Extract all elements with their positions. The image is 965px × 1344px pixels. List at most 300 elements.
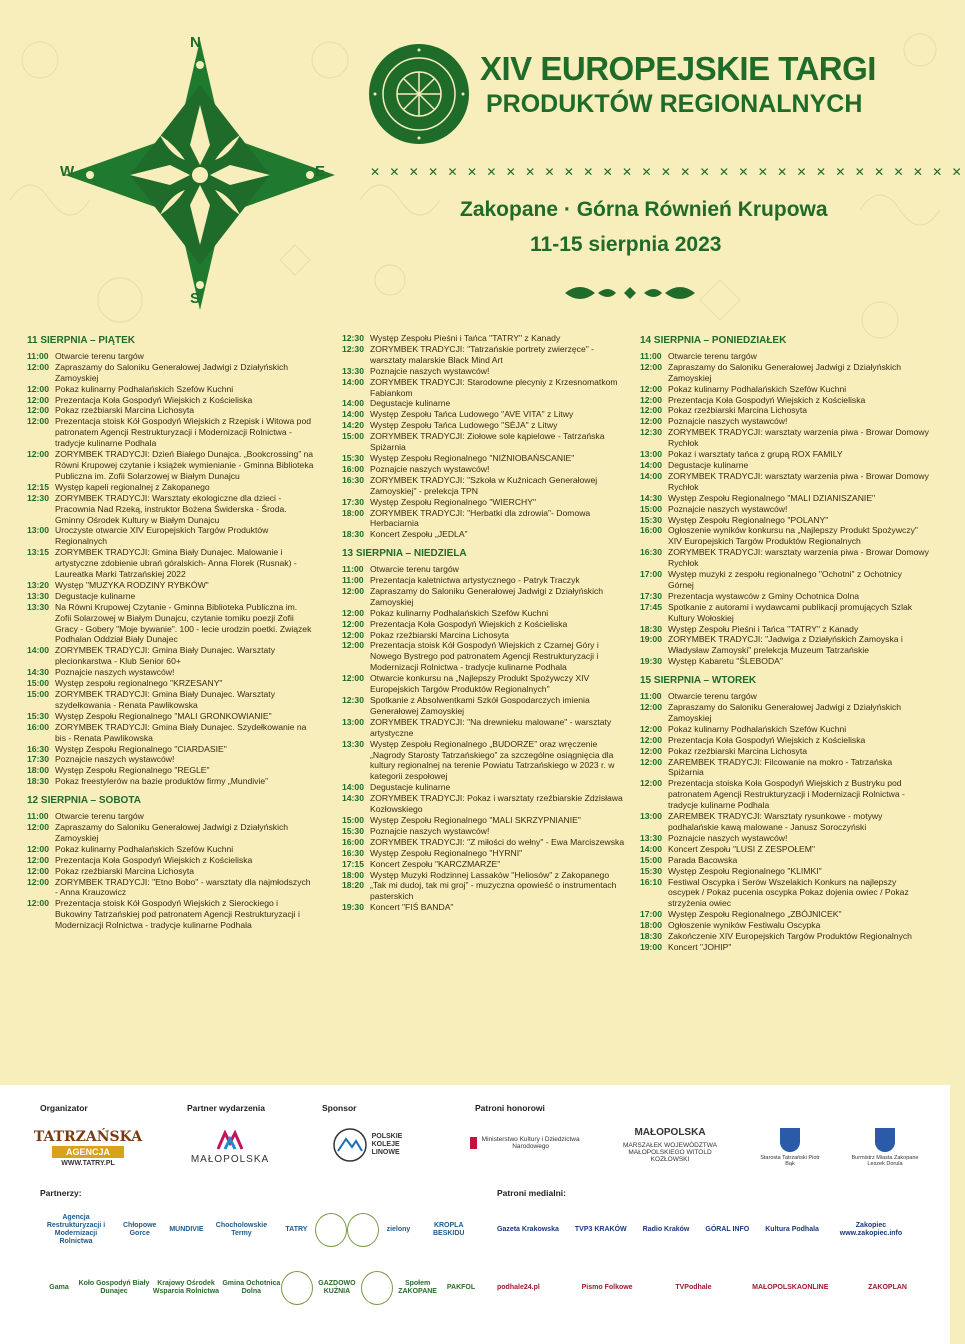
event-time: 13:20 — [27, 579, 49, 590]
event-description: Ogłoszenie wyników Festiwalu Oscypka — [668, 920, 821, 931]
event-time: 14:00 — [342, 398, 364, 409]
event-time: 14:00 — [342, 409, 364, 420]
event-description: Prezentacja Koła Gospodyń Wiejskich z Kościeliska — [668, 394, 866, 405]
event-time: 14:30 — [27, 667, 49, 678]
event-time: 17:00 — [640, 909, 662, 920]
schedule-item — [342, 529, 632, 540]
event-time: 17:30 — [27, 754, 49, 765]
event-description: Festiwal Oscypka i Serów Wszelakich Konkurs na najlepszy oscypek / Pokaz pucenia oscypka Pokaz dojenia owiec / Pokaz strzyżenia owiec — [668, 876, 909, 909]
partners-row-2 — [40, 1268, 480, 1308]
event-time: 19:00 — [640, 941, 662, 952]
event-description: Poznajcie naszych wystawców! — [668, 503, 788, 514]
event-description: Prezentacja Koła Gospodyń Wiejskich z Kościeliska — [55, 854, 253, 865]
event-description: ZORYMBEK TRADYCJI: Pokaz i warsztaty rzeźbiarskie Zdzisława Kozłowskiego — [370, 793, 623, 815]
event-description: Pokaz rzeźbiarski Marcina Lichosyta — [668, 745, 807, 756]
event-time: 13:00 — [640, 449, 662, 460]
event-time: 12:15 — [27, 481, 49, 492]
event-time: 12:00 — [640, 394, 662, 405]
event-time: 13:30 — [342, 365, 364, 376]
event-description: Degustacje kulinarne — [370, 782, 451, 793]
schedule-item — [640, 634, 930, 656]
media-row-1 — [497, 1210, 907, 1250]
event-description: Występ Zespołu Tańca Ludowego "AVE VITA" z Litwy — [370, 409, 574, 420]
compass-w: W — [60, 163, 75, 180]
coat-of-arms-icon — [875, 1128, 895, 1152]
decorative-stars: ✕ ✕ ✕ ✕ ✕ ✕ ✕ ✕ ✕ ✕ ✕ ✕ ✕ ✕ ✕ ✕ ✕ ✕ ✕ ✕ ✕ ✕ ✕ ✕ ✕ ✕ ✕ ✕ ✕ ✕ ✕ — [370, 165, 965, 179]
schedule-item — [640, 405, 930, 416]
schedule-item — [342, 453, 632, 464]
schedule-item — [640, 395, 930, 406]
event-time: 18:00 — [27, 765, 49, 776]
schedule-item — [342, 431, 632, 453]
schedule-item — [342, 366, 632, 377]
schedule-item — [342, 848, 632, 859]
schedule-item — [640, 746, 930, 757]
event-time: 18:00 — [342, 869, 364, 880]
event-description: ZORYMBEK TRADYCJI: "Jadwiga z Działyńskich Zamoyska i Władysław Zamoyski" prelekcja Muzeum Tatrzańskie — [668, 634, 903, 656]
event-time: 16:30 — [640, 547, 662, 558]
event-time: 12:00 — [342, 673, 364, 684]
event-description: Koncert Zespołu "LUSI Z ZESPOŁEM" — [668, 843, 815, 854]
event-time: 14:00 — [640, 470, 662, 481]
schedule-item — [27, 844, 315, 855]
event-description: ZORYMBEK TRADYCJI: warsztaty warzenia piwa - Browar Domowy Rychłok — [668, 427, 929, 449]
partner-logo: Gmina Ochotnica Dolna — [222, 1280, 281, 1295]
event-time: 12:00 — [27, 898, 49, 909]
event-time: 11:00 — [27, 811, 49, 822]
schedule-item — [342, 880, 632, 902]
schedule-item — [342, 475, 632, 497]
event-time: 14:30 — [640, 492, 662, 503]
schedule-item — [342, 870, 632, 881]
event-time: 15:30 — [27, 710, 49, 721]
event-time: 12:00 — [640, 756, 662, 767]
event-description: Występ Zespołu Regionalnego "HYRNI" — [370, 847, 523, 858]
event-description: Występ muzyki z zespołu regionalnego "Ochotni" z Ochotnicy Górnej — [668, 569, 902, 590]
event-time: 15:00 — [27, 678, 49, 689]
event-time: 11:00 — [640, 350, 662, 361]
schedule-item — [27, 822, 315, 844]
schedule-item — [27, 362, 315, 384]
tatrzanska-agencja-logo: TATRZAŃSKA AGENCJA WWW.TATRY.PL — [33, 1129, 143, 1167]
event-dates: 11-15 sierpnia 2023 — [530, 233, 722, 256]
schedule-item — [640, 866, 930, 877]
partner-logo: TATRY — [285, 1226, 308, 1233]
schedule-item — [27, 591, 315, 602]
schedule-item — [27, 449, 315, 482]
event-time: 19:30 — [640, 656, 662, 667]
event-time: 12:00 — [640, 702, 662, 712]
event-description: Prezentacja Koła Gospodyń Wiejskich z Kościeliska — [55, 394, 253, 405]
schedule-item — [640, 427, 930, 449]
compass-n: N — [190, 34, 201, 51]
event-time: 14:00 — [27, 645, 49, 656]
schedule-item — [640, 877, 930, 910]
partner-logo: Agencja Restrukturyzacji i Modernizacji Rolnictwa — [46, 1214, 106, 1245]
event-description: Pokaz kulinarny Podhalańskich Szefów Kuchni — [370, 607, 549, 618]
schedule-item — [27, 678, 315, 689]
event-description: Zakończenie XIV Europejskich Targów Produktów Regionalnych — [668, 931, 912, 942]
schedule-item — [640, 362, 930, 384]
marshal-logo: MAŁOPOLSKA MARSZAŁEK WOJEWÓDZTWA MAŁOPOLSKIEGO WITOLD KOZŁOWSKI — [622, 1127, 717, 1163]
event-time: 12:00 — [27, 865, 49, 876]
event-description: Otwarcie terenu targów — [55, 350, 144, 361]
event-time: 19:00 — [640, 634, 662, 645]
event-time: 12:00 — [27, 449, 49, 460]
event-description: ZORYMBEK TRADYCJI: "Tatrzańskie portrety zwierzęce" - warsztaty malarskie Black Mind Art — [370, 343, 595, 365]
schedule-item — [640, 591, 930, 602]
event-description: Występ zespołu regionalnego "KRZESANY" — [55, 678, 223, 689]
event-description: Pokaz rzeźbiarski Marcina Lichosyta — [370, 629, 509, 640]
event-time: 15:30 — [640, 865, 662, 876]
event-description: ZORYMBEK TRADYCJI: "Etno Bobo" - warsztaty dla najmłodszych - Anna Krauzowicz — [55, 876, 311, 898]
schedule-item — [640, 504, 930, 515]
event-time: 18:20 — [342, 880, 364, 891]
schedule-item — [342, 564, 632, 575]
schedule-item — [342, 782, 632, 793]
event-time: 15:30 — [342, 825, 364, 836]
event-description: Występ Zespołu Pieśni i Tańca "TATRY" z Kanady — [370, 333, 561, 343]
schedule-item — [27, 898, 315, 931]
sponsors-footer — [0, 1085, 950, 1344]
event-time: 12:00 — [27, 843, 49, 854]
event-time: 14:20 — [342, 420, 364, 431]
event-time: 12:00 — [342, 618, 364, 629]
event-description: ZORYMBEK TRADYCJI: Dzień Białego Dunajca. „Bookcrossing” na Równi Krupowej czytanie i książek wymienianie - Gminna Biblioteka Publiczna im. Zofii Solarzowej w Białym Dunajcu — [55, 449, 314, 481]
event-description: Pokaz freestylerów na bazie produktów firmy „Mundivie” — [55, 776, 269, 787]
event-time: 12:00 — [342, 629, 364, 640]
event-description: Występ Zespołu Regionalnego "REGLE" — [55, 765, 210, 776]
event-description: Otwarcie terenu targów — [668, 350, 757, 361]
day-heading: 12 SIERPNIA – SOBOTA — [27, 795, 141, 807]
event-time: 11:00 — [342, 564, 364, 575]
event-description: Uroczyste otwarcie XIV Europejskich Targów Produktów Regionalnych — [55, 525, 269, 547]
compass-e: E — [315, 163, 326, 180]
event-time: 12:30 — [640, 427, 662, 438]
partner-logo: PAKFOL — [446, 1284, 476, 1291]
event-description: Ogłoszenie wyników konkursu na „Najlepszy Produkt Spożywczy" XIV Europejskich Targów Produktów Regionalnych — [668, 525, 918, 547]
event-description: Poznajcie naszych wystawców! — [55, 667, 175, 678]
partner-logo: Kultura Podhala — [765, 1226, 819, 1233]
event-time: 12:00 — [27, 876, 49, 887]
partner-logo: Krajowy Ośrodek Wsparcia Rolnictwa — [152, 1280, 220, 1295]
title-line-2: PRODUKTÓW REGIONALNYCH — [486, 90, 863, 118]
schedule-item — [27, 877, 315, 899]
media-row-2 — [497, 1268, 907, 1308]
schedule-item — [640, 351, 930, 362]
event-time: 16:00 — [342, 836, 364, 847]
partner-logo: Gama — [49, 1284, 69, 1291]
event-description: Prezentacja stoiska Koła Gospodyń Wiejskich z Bustryku pod patronatem Agencji Restrukturyzacji i Modernizacji Rolnictwa - tradycje kulinarne Podhala — [668, 778, 905, 811]
event-description: Występ Zespołu Regionalnego "KLIMKI" — [668, 865, 822, 876]
event-time: 16:30 — [342, 474, 364, 485]
malopolska-partner-logo: MAŁOPOLSKA — [185, 1123, 275, 1171]
schedule-item — [342, 420, 632, 431]
schedule-item — [640, 515, 930, 526]
schedule-item — [640, 602, 930, 624]
event-time: 18:00 — [640, 920, 662, 931]
partner-logo — [281, 1271, 313, 1305]
event-description: Występ kapeli regionalnej z Zakopanego — [55, 481, 210, 492]
event-description: ZORYMBEK TRADYCJI: "Szkoła w Kuźnicach Generałowej Zamoyskiej" - prelekcja TPN — [370, 474, 598, 496]
event-description: Na Równi Krupowej Czytanie - Gminna Biblioteka Publiczna im. Zofii Solarzowej w Białym Dunajcu, czytanie tomiku poezji Zofii Gracy - Gobery "Moje bywanie". 100 - lecie urodzin poetki. Związek Podhalan Oddział Biały Dunajec — [55, 601, 312, 645]
event-time: 15:30 — [640, 514, 662, 525]
partner-logo: Pismo Folkowe — [581, 1284, 633, 1291]
partner-logo: Chłopowe Gorce — [123, 1222, 157, 1237]
schedule-item — [27, 547, 315, 580]
event-time: 17:45 — [640, 601, 662, 612]
schedule-item — [342, 508, 632, 530]
event-description: Występ Zespołu Regionalnego "WIERCHY" — [370, 496, 537, 507]
event-time: 11:00 — [27, 350, 49, 361]
schedule-item — [640, 656, 930, 667]
event-time: 12:00 — [640, 778, 662, 789]
event-time: 12:00 — [27, 383, 49, 394]
event-time: 13:15 — [27, 547, 49, 558]
partner-logo: MAŁOPOLSKAONLINE — [752, 1284, 829, 1291]
schedule-item — [640, 942, 930, 953]
event-description: ZORYMBEK TRADYCJI: Gmina Biały Dunajec. Warsztaty plecionkarstwa - Klub Senior 60+ — [55, 645, 275, 667]
event-description: Występ Kabaretu "ŚLEBODA" — [668, 656, 783, 667]
event-description: Otwarcie terenu targów — [668, 691, 757, 702]
event-time: 12:00 — [342, 607, 364, 618]
partners-row-1 — [40, 1210, 480, 1250]
event-description: Występ "MUZYKA RODZINY RYBKÓW" — [55, 579, 209, 590]
partner-logo: Gazeta Krakowska — [497, 1226, 559, 1233]
schedule-item — [27, 776, 315, 787]
schedule-item — [27, 482, 315, 493]
schedule-item — [27, 493, 315, 526]
event-description: Prezentacja kaletnictwa artystycznego - Patryk Traczyk — [370, 575, 580, 586]
schedule-item — [27, 754, 315, 765]
schedule-item — [27, 765, 315, 776]
ministry-logo: Ministerstwo Kultury i Dziedzictwa Narodowego — [470, 1131, 580, 1155]
partner-logo: ZAKOPLAN — [868, 1284, 907, 1291]
event-description: Degustacje kulinarne — [370, 398, 451, 409]
event-description: ZORYMBEK TRADYCJI: "Na drewnieku malowane" - warsztaty artystyczne — [370, 716, 612, 738]
event-description: Występ Zespołu Tańca Ludowego "SĖJA" z Litwy — [370, 420, 558, 431]
event-description: ZORYMBEK TRADYCJI: Gmina Biały Dunajec. Warsztaty szydełkowania - Renata Pawlikowska — [55, 689, 275, 710]
schedule-item — [640, 724, 930, 735]
event-description: Degustacje kulinarne — [55, 590, 136, 601]
event-description: Występ Zespołu Regionalnego „ZBÓJNICEK" — [668, 909, 842, 920]
schedule-item — [27, 525, 315, 547]
schedule-item — [640, 493, 930, 504]
event-time: 19:30 — [342, 902, 364, 913]
event-description: Pokaz kulinarny Podhalańskich Szefów Kuchni — [55, 383, 234, 394]
sponsor-label: Sponsor — [322, 1103, 357, 1113]
event-time: 14:00 — [640, 459, 662, 470]
event-description: ZORYMBEK TRADYCJI: warsztaty warzenia piwa - Browar Domowy Rychłok — [668, 547, 929, 569]
schedule-item — [640, 691, 930, 702]
event-time: 16:00 — [27, 721, 49, 732]
schedule-item — [27, 667, 315, 678]
schedule-item — [27, 866, 315, 877]
patrons-label: Patroni honorowi — [475, 1103, 545, 1113]
schedule-item — [342, 695, 632, 717]
schedule-item — [342, 640, 632, 673]
schedule-item — [342, 608, 632, 619]
event-time: 12:00 — [640, 416, 662, 427]
schedule-item — [27, 711, 315, 722]
event-description: Pokaz rzeźbiarski Marcina Lichosyta — [55, 405, 194, 416]
schedule-item — [342, 377, 632, 399]
burmistrz-logo: Burmistrz Miasta Zakopane Leszek Dorula — [850, 1119, 920, 1175]
partner-logo: MUNDIVIE — [169, 1226, 204, 1233]
event-description: Zapraszamy do Saloniku Generałowej Jadwigi z Działyńskich Zamoyskiej — [55, 821, 289, 843]
partner-logo — [315, 1213, 347, 1247]
partner-logo: GÓRAL INFO — [705, 1226, 750, 1233]
event-time: 12:30 — [342, 333, 364, 343]
schedule-item — [27, 645, 315, 667]
event-time: 16:00 — [342, 463, 364, 474]
organizer-label: Organizator — [40, 1103, 88, 1113]
event-time: 12:00 — [640, 734, 662, 745]
event-time: 12:00 — [27, 394, 49, 405]
schedule-item — [27, 351, 315, 362]
event-description: Degustacje kulinarne — [668, 459, 749, 470]
event-description: Pokaz rzeźbiarski Marcina Lichosyta — [55, 865, 194, 876]
event-time: 18:00 — [342, 507, 364, 518]
event-time: 16:10 — [640, 876, 662, 887]
event-time: 16:30 — [27, 743, 49, 754]
event-description: Występ Zespołu Regionalnego "CIARDASIE" — [55, 743, 227, 754]
event-time: 14:00 — [640, 843, 662, 854]
day-heading: 13 SIERPNIA – NIEDZIELA — [342, 548, 467, 560]
schedule-item — [27, 416, 315, 449]
schedule-item — [27, 689, 315, 711]
event-time: 13:00 — [342, 716, 364, 727]
coat-of-arms-icon — [780, 1128, 800, 1152]
event-time: 11:00 — [342, 575, 364, 586]
event-description: „Tak mi dudoj, tak mi groj” - muzyczna opowieść o instrumentach pasterskich — [370, 880, 617, 902]
event-time: 17:15 — [342, 858, 364, 869]
event-time: 15:00 — [342, 431, 364, 442]
event-time: 13:00 — [640, 811, 662, 822]
event-time: 17:30 — [342, 496, 364, 507]
event-description: Występ Zespołu Regionalnego "MALI SKRZYPNIANIE" — [370, 814, 581, 825]
schedule-item — [27, 384, 315, 395]
event-time: 12:30 — [342, 695, 364, 705]
event-description: Otwarcie konkursu na „Najlepszy Produkt Spożywczy XIV Europejskich Targów Produktów Regionalnych" — [370, 673, 590, 695]
schedule-item — [342, 333, 632, 344]
schedule-item — [342, 673, 632, 695]
event-description: Koncert "JOHIP" — [668, 941, 732, 952]
event-description: Pokaz i warsztaty tańca z grupą ROX FAMILY — [668, 449, 843, 460]
event-time: 12:00 — [640, 405, 662, 416]
leaf-ornament — [560, 282, 700, 304]
title-line-1: XIV EUROPEJSKIE TARGI — [480, 50, 876, 87]
schedule-item — [640, 811, 930, 833]
event-time: 13:30 — [27, 601, 49, 612]
event-description: Spotkanie z autorami i wydawcami publikacji promujących Szlak Kultury Wołoskiej — [668, 601, 913, 623]
schedule-item — [342, 717, 632, 739]
schedule-item — [640, 931, 930, 942]
event-description: ZORYMBEK TRADYCJI: Warsztaty ekologiczne dla dzieci - Pracownia Nad Rzeką, instruktor Bożena Świderska - Środa. Gminny Ośrodek Kultury w Białym Dunajcu — [55, 492, 287, 525]
compass-rose-emblem — [55, 30, 345, 320]
event-time: 14:30 — [342, 793, 364, 804]
media-label: Patroni medialni: — [497, 1188, 566, 1198]
event-time: 12:00 — [27, 361, 49, 372]
schedule-item — [640, 909, 930, 920]
partner-logo: TVPodhale — [675, 1284, 712, 1291]
event-time: 15:00 — [342, 814, 364, 825]
event-time: 16:00 — [640, 525, 662, 536]
event-time: 15:00 — [640, 854, 662, 865]
event-time: 18:30 — [27, 776, 49, 787]
event-description: ZORYMBEK TRADYCJI: warsztaty warzenia piwa - Browar Domowy Rychłok — [668, 470, 929, 492]
event-description: Koncert Zespołu „JEDLA” — [370, 529, 468, 540]
schedule-column-1 — [27, 333, 315, 931]
event-time: 15:00 — [640, 503, 662, 514]
event-description: Występ Muzyki Rodzinnej Lassaków "Heliosów" z Zakopanego — [370, 869, 610, 880]
event-description: Prezentacja wystawców z Gminy Ochotnica Dolna — [668, 590, 860, 601]
schedule-item — [342, 464, 632, 475]
partner-logo: GAZDOWO KUŹNIA — [318, 1280, 356, 1295]
event-description: ZORYMBEK TRADYCJI: "Z miłości do wełny" - Ewa Marciszewska — [370, 836, 625, 847]
event-description: ZORYMBEK TRADYCJI: Gmina Biały Dunajec. Szydełkowanie na bis - Renata Pawlikowska — [55, 721, 307, 743]
event-description: Otwarcie terenu targów — [370, 564, 459, 575]
schedule-item — [342, 837, 632, 848]
day-heading: 11 SIERPNIA – PIĄTEK — [27, 335, 135, 346]
event-time: 12:00 — [640, 383, 662, 394]
schedule-item — [342, 575, 632, 586]
event-place: Zakopane · Górna Równień Krupowa — [460, 198, 828, 221]
event-time: 14:00 — [342, 782, 364, 793]
event-time: 15:00 — [27, 689, 49, 699]
event-description: ZORYMBEK TRADYCJI: "Herbatki dla zdrowia"- Domowa Herbaciarnia — [370, 507, 591, 529]
schedule-item — [342, 826, 632, 837]
event-time: 17:30 — [640, 590, 662, 601]
partner-logo: podhale24.pl — [497, 1284, 540, 1291]
schedule-item — [27, 580, 315, 591]
schedule-item — [640, 547, 930, 569]
event-description: Prezentacja stoisk Kół Gospodyń Wiejskich z Sierockiego i Bukowiny Tatrzańskiej pod patronatem Agencji Restrukturyzacji i Modernizacji Rolnictwa - tradycje kulinarne Podhala — [55, 898, 300, 931]
partner-logo — [361, 1271, 393, 1305]
partner-label: Partner wydarzenia — [187, 1103, 265, 1113]
schedule-item — [27, 395, 315, 406]
schedule-item — [342, 586, 632, 608]
schedule-item — [640, 757, 930, 779]
schedule-item — [640, 778, 930, 811]
partner-logo: KROPLA BESKIDU — [432, 1222, 465, 1237]
event-description: Poznajcie naszych wystawców! — [668, 416, 788, 427]
event-time: 13:00 — [27, 525, 49, 536]
event-time: 11:00 — [640, 691, 662, 702]
event-description: Pokaz rzeźbiarski Marcina Lichosyta — [668, 405, 807, 416]
partners-label: Partnerzy: — [40, 1188, 82, 1198]
event-description: Występ Zespołu Regionalnego "NIŻNIOBAŃSCANIE" — [370, 452, 575, 463]
compass-s: S — [190, 290, 201, 307]
schedule-item — [640, 702, 930, 724]
event-description: ZORYMBEK TRADYCJI: Ziołowe sole kąpielowe - Tatrzańska Spiżarnia — [370, 431, 605, 453]
schedule-item — [342, 398, 632, 409]
partner-logo: Radio Kraków — [642, 1226, 690, 1233]
event-time: 18:30 — [640, 931, 662, 942]
schedule-item — [640, 855, 930, 866]
schedule-item — [640, 416, 930, 427]
event-description: Zapraszamy do Saloniku Generałowej Jadwigi z Działyńskich Zamoyskiej — [370, 585, 604, 607]
event-description: Spotkanie z Absolwentkami Szkół Gospodarczych imienia Generałowej Zamoyskiej — [370, 695, 590, 716]
event-time: 17:00 — [640, 569, 662, 580]
schedule-item — [342, 619, 632, 630]
event-description: Występ Zespołu Pieśni i Tańca "TATRY" z Kanady — [668, 623, 859, 634]
malopolska-icon — [216, 1129, 244, 1151]
event-description: Poznajcie naszych wystawców! — [370, 365, 490, 376]
event-description: Koncert "FIŚ BANDA" — [370, 902, 454, 913]
event-description: Prezentacja Koła Gospodyń Wiejskich z Kościeliska — [370, 618, 568, 629]
event-time: 18:30 — [640, 623, 662, 634]
